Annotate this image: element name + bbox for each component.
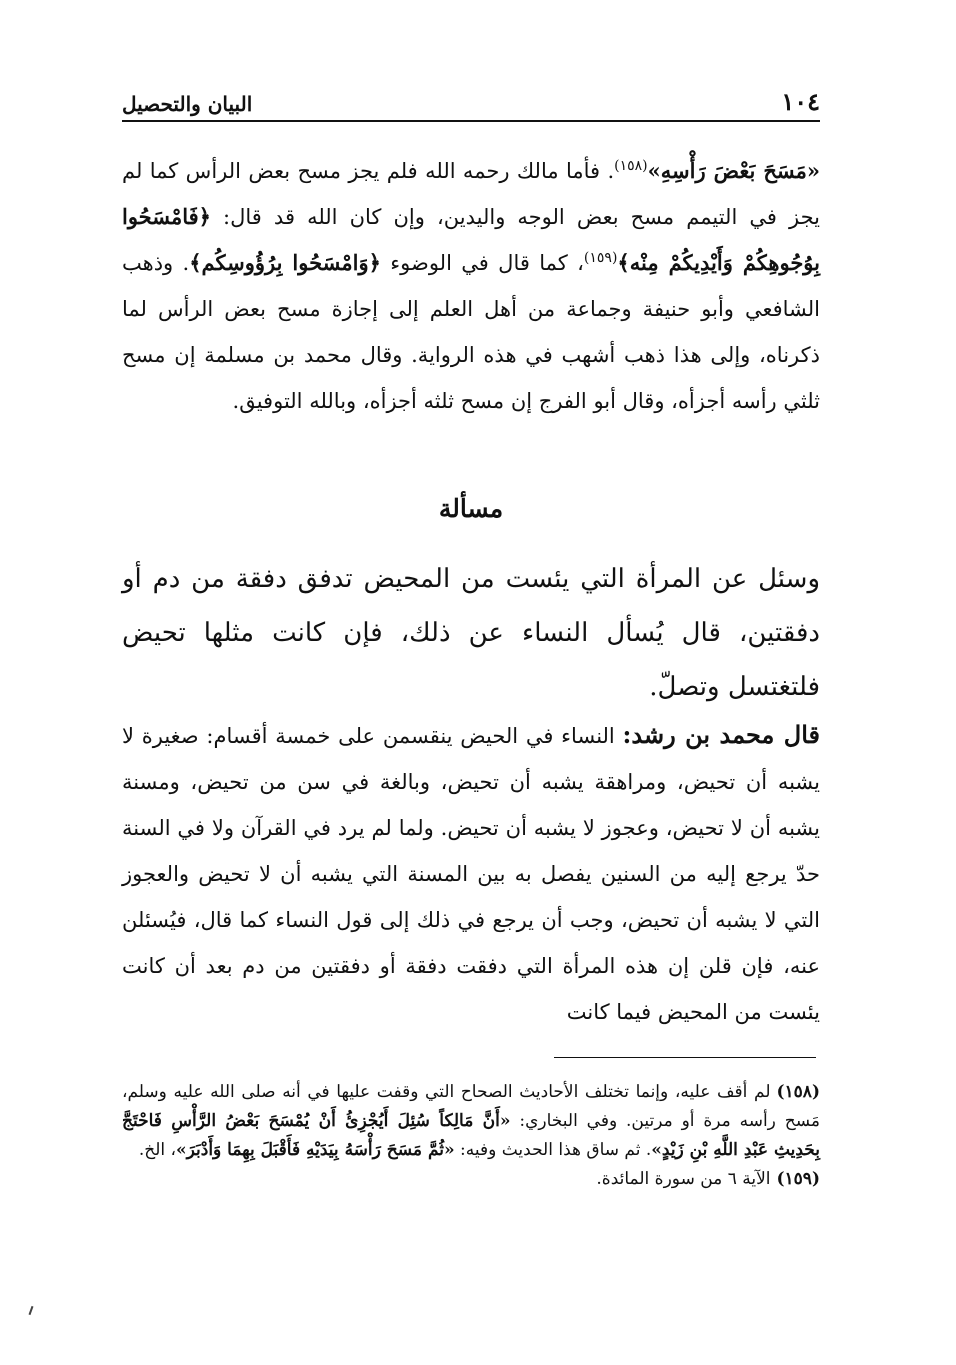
footnote-159: [122, 1165, 820, 1194]
footnote-divider: [554, 1057, 816, 1058]
quran-verse: ﴿وَامْسَحُوا بِرُؤُوسِكُم﴾: [189, 250, 381, 275]
page-header: [122, 86, 820, 122]
footnote-text: . ثم ساق هذا الحديث وفيه:: [454, 1140, 652, 1160]
footnote-158: [122, 1078, 820, 1165]
answer-text: النساء في الحيض ينقسمن على خمسة أقسام: صغيرة لا يشبه أن تحيض، ومراهقة يشبه أن تحيض، وبالغة في سن من تحيض، ومسنة يشبه أن لا تحيض، وعجوز لا يشبه أن تحيض. ولما لم يرد في القرآن ولا في السنة حدّ يرجع إليه من السنين يفصل به بين المسنة التي يشبه أن لا تحيض والعجوز التي لا يشبه أن تحيض، وجب أن يرجع في ذلك إلى قول النساء كما قال، فيُسئلن عنه، فإن قلن إن هذه المرأة التي دفقت دفقة أو دفقتين من دم بعد أن كانت يئست من المحيض فيما كانت: [122, 724, 820, 1024]
footnote-ref-158[interactable]: (١٥٨): [614, 158, 648, 174]
footnotes: [122, 1078, 820, 1194]
footnote-hadith: «ثُمَّ مَسَحَ رَأْسَهُ بِيَدَيْهِ فَأَقْبَلَ بِهِمَا وَأَدْبَرَ»: [176, 1140, 455, 1160]
paragraph-text: . فأما مالك رحمه الله فلم يجز مسح بعض الرأس كما لم يجز في التيمم مسح بعض الوجه واليدين، وإن كان الله قد قال:: [122, 159, 820, 229]
quran-verse: ﴿فَامْسَحُوا بِوُجُوهِكُمْ وَأَيْدِيكُمْ مِنْه﴾: [122, 204, 820, 275]
footnote-text: ، الخ.: [138, 1140, 177, 1160]
paragraph-commentary: [122, 148, 820, 424]
question-paragraph: وسئل عن المرأة التي يئست من المحيض تدفق دفقة من دم أو دفقتين، قال يُسأل النساء عن ذلك، فإن كانت مثلها تحيض فلتغتسل وتصلّ.: [122, 564, 820, 702]
section-heading: مسألة: [438, 494, 504, 523]
footnote-number: (١٥٩): [776, 1169, 820, 1189]
footnote-hadith: «أَنَّ مَالِكاً سُئِلَ أَيُجْزِئُ أَنْ يُمْسَحَ بَعْضُ الرَّأْسِ فَاحْتَجَّ بِحَدِيثِ عَبْدِ اللَّهِ بْنِ زَيْدٍ»: [122, 1111, 820, 1160]
hadith-quote: «مَسَحَ بَعْضَ رَأْسِهِ»: [647, 158, 820, 183]
paragraph-text: . وذهب الشافعي وأبو حنيفة وجماعة من أهل العلم إلى إجازة مسح بعض الرأس لما ذكرناه، وإلى هذا ذهب أشهب في هذه الرواية. وقال محمد بن مسلمة إن مسح ثلثي رأسه أجزأه، وقال أبو الفرج إن مسح ثلثه أجزأه، وبالله التوفيق.: [122, 251, 820, 413]
footnote-text: الآية ٦ من سورة المائدة.: [596, 1169, 771, 1189]
answer-paragraph: [122, 712, 820, 1035]
answer-speaker: قال محمد بن رشد:: [622, 720, 820, 749]
footnote-text: لم أقف عليه، وإنما تختلف الأحاديث الصحاح التي وقفت عليها في أنه صلى الله عليه وسلم، مَسح رأسه مرة أو مرتين. وفي البخاري:: [122, 1082, 820, 1131]
running-title: البيان والتحصيل: [122, 92, 253, 116]
margin-mark: [29, 1306, 34, 1315]
page-number: ١٠٤: [781, 87, 820, 116]
footnote-ref-159[interactable]: (١٥٩): [583, 250, 618, 266]
footnote-number: (١٥٨): [776, 1082, 820, 1102]
paragraph-text: ، كما قال في الوضوء: [380, 251, 584, 275]
